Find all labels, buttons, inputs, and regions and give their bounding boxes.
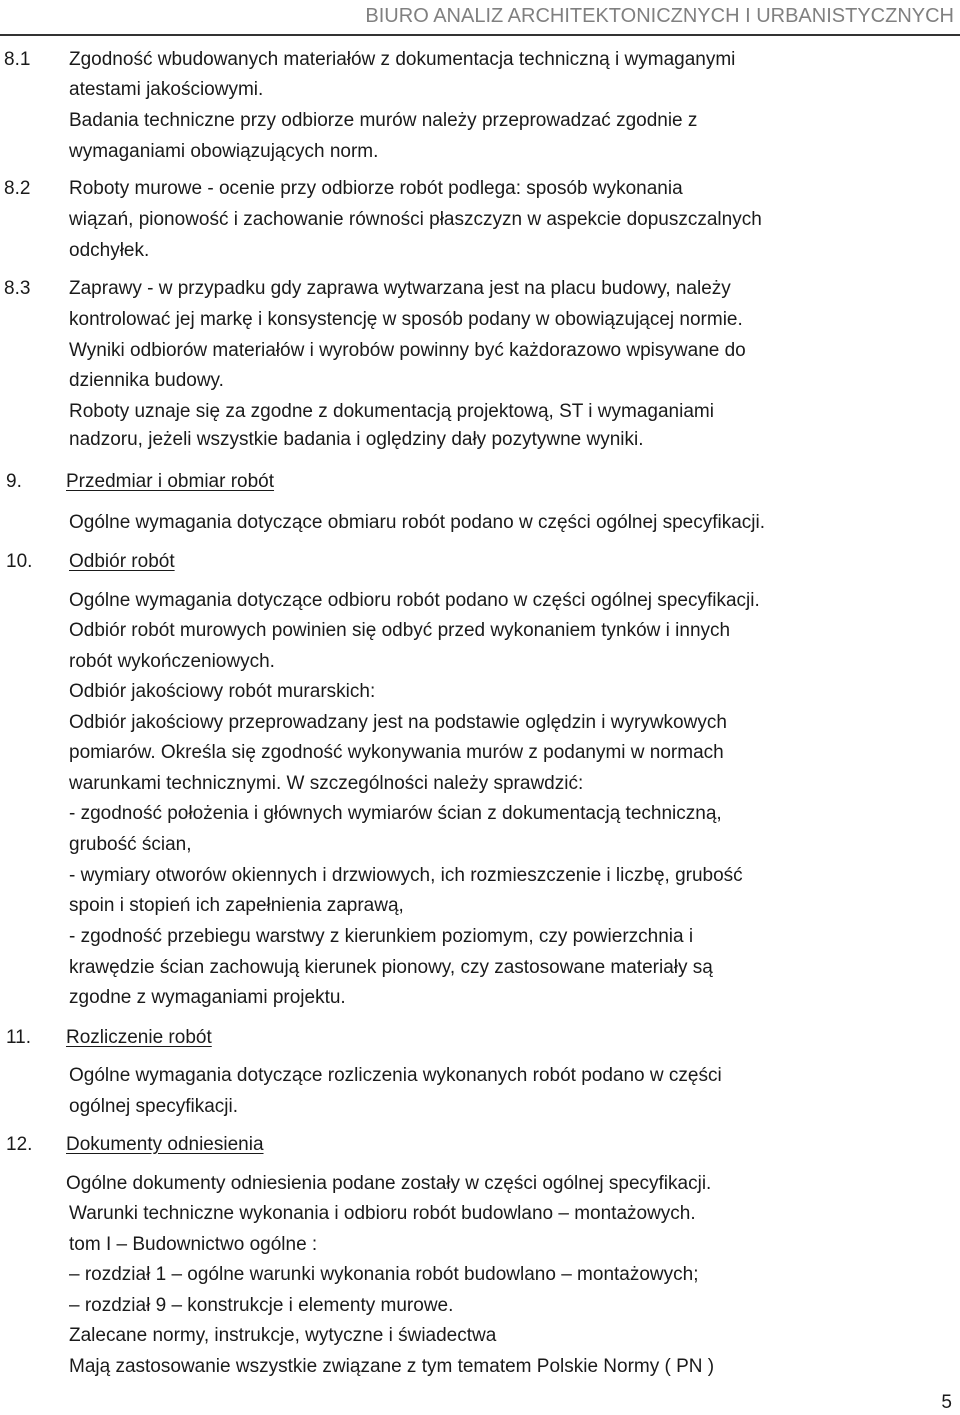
section-heading: Rozliczenie robót bbox=[66, 1027, 212, 1048]
section-number: 8.1 bbox=[4, 49, 31, 70]
text-line: wymaganiami obowiązujących norm. bbox=[69, 141, 379, 162]
text-line: nadzoru, jeżeli wszystkie badania i oględziny dały pozytywne wyniki. bbox=[69, 429, 644, 450]
text-line: atestami jakościowymi. bbox=[69, 79, 264, 100]
page-number: 5 bbox=[941, 1392, 952, 1413]
text-line: Mają zastosowanie wszystkie związane z tym tematem Polskie Normy ( PN ) bbox=[69, 1356, 715, 1377]
text-line: Wyniki odbiorów materiałów i wyrobów powinny być każdorazowo wpisywane do bbox=[69, 340, 746, 361]
text-line: wiązań, pionowość i zachowanie równości płaszczyzn w aspekcie dopuszczalnych bbox=[69, 209, 762, 230]
section-number: 10. bbox=[6, 551, 33, 572]
text-line: Odbiór jakościowy robót murarskich: bbox=[69, 681, 376, 702]
text-line: – rozdział 9 – konstrukcje i elementy murowe. bbox=[69, 1295, 454, 1316]
text-line: Zaprawy - w przypadku gdy zaprawa wytwarzana jest na placu budowy, należy bbox=[69, 278, 731, 299]
section-heading: Odbiór robót bbox=[69, 551, 175, 572]
section-number: 12. bbox=[6, 1134, 33, 1155]
text-line: Ogólne dokumenty odniesienia podane zostały w części ogólnej specyfikacji. bbox=[66, 1173, 712, 1194]
text-line: tom I – Budownictwo ogólne : bbox=[69, 1234, 318, 1255]
text-line: spoin i stopień ich zapełnienia zaprawą, bbox=[69, 895, 404, 916]
text-line: ogólnej specyfikacji. bbox=[69, 1096, 238, 1117]
section-number: 11. bbox=[6, 1027, 32, 1048]
text-line: Odbiór jakościowy przeprowadzany jest na podstawie oględzin i wyrywkowych bbox=[69, 712, 727, 733]
text-line: krawędzie ścian zachowują kierunek pionowy, czy zastosowane materiały są bbox=[69, 957, 713, 978]
text-line: Badania techniczne przy odbiorze murów należy przeprowadzać zgodnie z bbox=[69, 110, 698, 131]
text-line: odchyłek. bbox=[69, 240, 150, 261]
header-title: BIURO ANALIZ ARCHITEKTONICZNYCH I URBANISTYCZNYCH bbox=[365, 5, 954, 27]
section-number: 8.3 bbox=[4, 278, 31, 299]
text-line: Odbiór robót murowych powinien się odbyć przed wykonaniem tynków i innych bbox=[69, 620, 731, 641]
text-line: Roboty uznaje się za zgodne z dokumentacją projektową, ST i wymaganiami bbox=[69, 401, 714, 422]
text-line: Warunki techniczne wykonania i odbioru robót budowlano – montażowych. bbox=[69, 1203, 696, 1224]
text-line: dziennika budowy. bbox=[69, 370, 224, 391]
text-line: - wymiary otworów okiennych i drzwiowych, ich rozmieszczenie i liczbę, grubość bbox=[69, 865, 743, 886]
text-line: – rozdział 1 – ogólne warunki wykonania robót budowlano – montażowych; bbox=[69, 1264, 699, 1285]
text-line: Ogólne wymagania dotyczące obmiaru robót podano w części ogólnej specyfikacji. bbox=[69, 512, 765, 533]
section-heading: Dokumenty odniesienia bbox=[66, 1134, 264, 1155]
text-line: - zgodność położenia i głównych wymiarów ścian z dokumentacją techniczną, bbox=[69, 803, 722, 824]
text-line: kontrolować jej markę i konsystencję w sposób podany w obowiązującej normie. bbox=[69, 309, 743, 330]
text-line: Zalecane normy, instrukcje, wytyczne i świadectwa bbox=[69, 1325, 497, 1346]
section-number: 9. bbox=[6, 471, 22, 492]
text-line: Roboty murowe - ocenie przy odbiorze robót podlega: sposób wykonania bbox=[69, 178, 683, 199]
section-number: 8.2 bbox=[4, 178, 31, 199]
page-header bbox=[0, 0, 960, 36]
text-line: warunkami technicznymi. W szczególności należy sprawdzić: bbox=[69, 773, 584, 794]
section-heading: Przedmiar i obmiar robót bbox=[66, 471, 275, 492]
header-rule bbox=[0, 34, 960, 36]
text-line: Ogólne wymagania dotyczące odbioru robót podano w części ogólnej specyfikacji. bbox=[69, 590, 760, 611]
text-line: Ogólne wymagania dotyczące rozliczenia wykonanych robót podano w części bbox=[69, 1065, 722, 1086]
text-line: zgodne z wymaganiami projektu. bbox=[69, 987, 346, 1008]
text-line: robót wykończeniowych. bbox=[69, 651, 275, 672]
text-line: Zgodność wbudowanych materiałów z dokumentacja techniczną i wymaganymi bbox=[69, 49, 736, 70]
text-line: grubość ścian, bbox=[69, 834, 192, 855]
text-line: pomiarów. Określa się zgodność wykonywania murów z podanymi w normach bbox=[69, 742, 724, 763]
text-line: - zgodność przebiegu warstwy z kierunkiem poziomym, czy powierzchnia i bbox=[69, 926, 694, 947]
